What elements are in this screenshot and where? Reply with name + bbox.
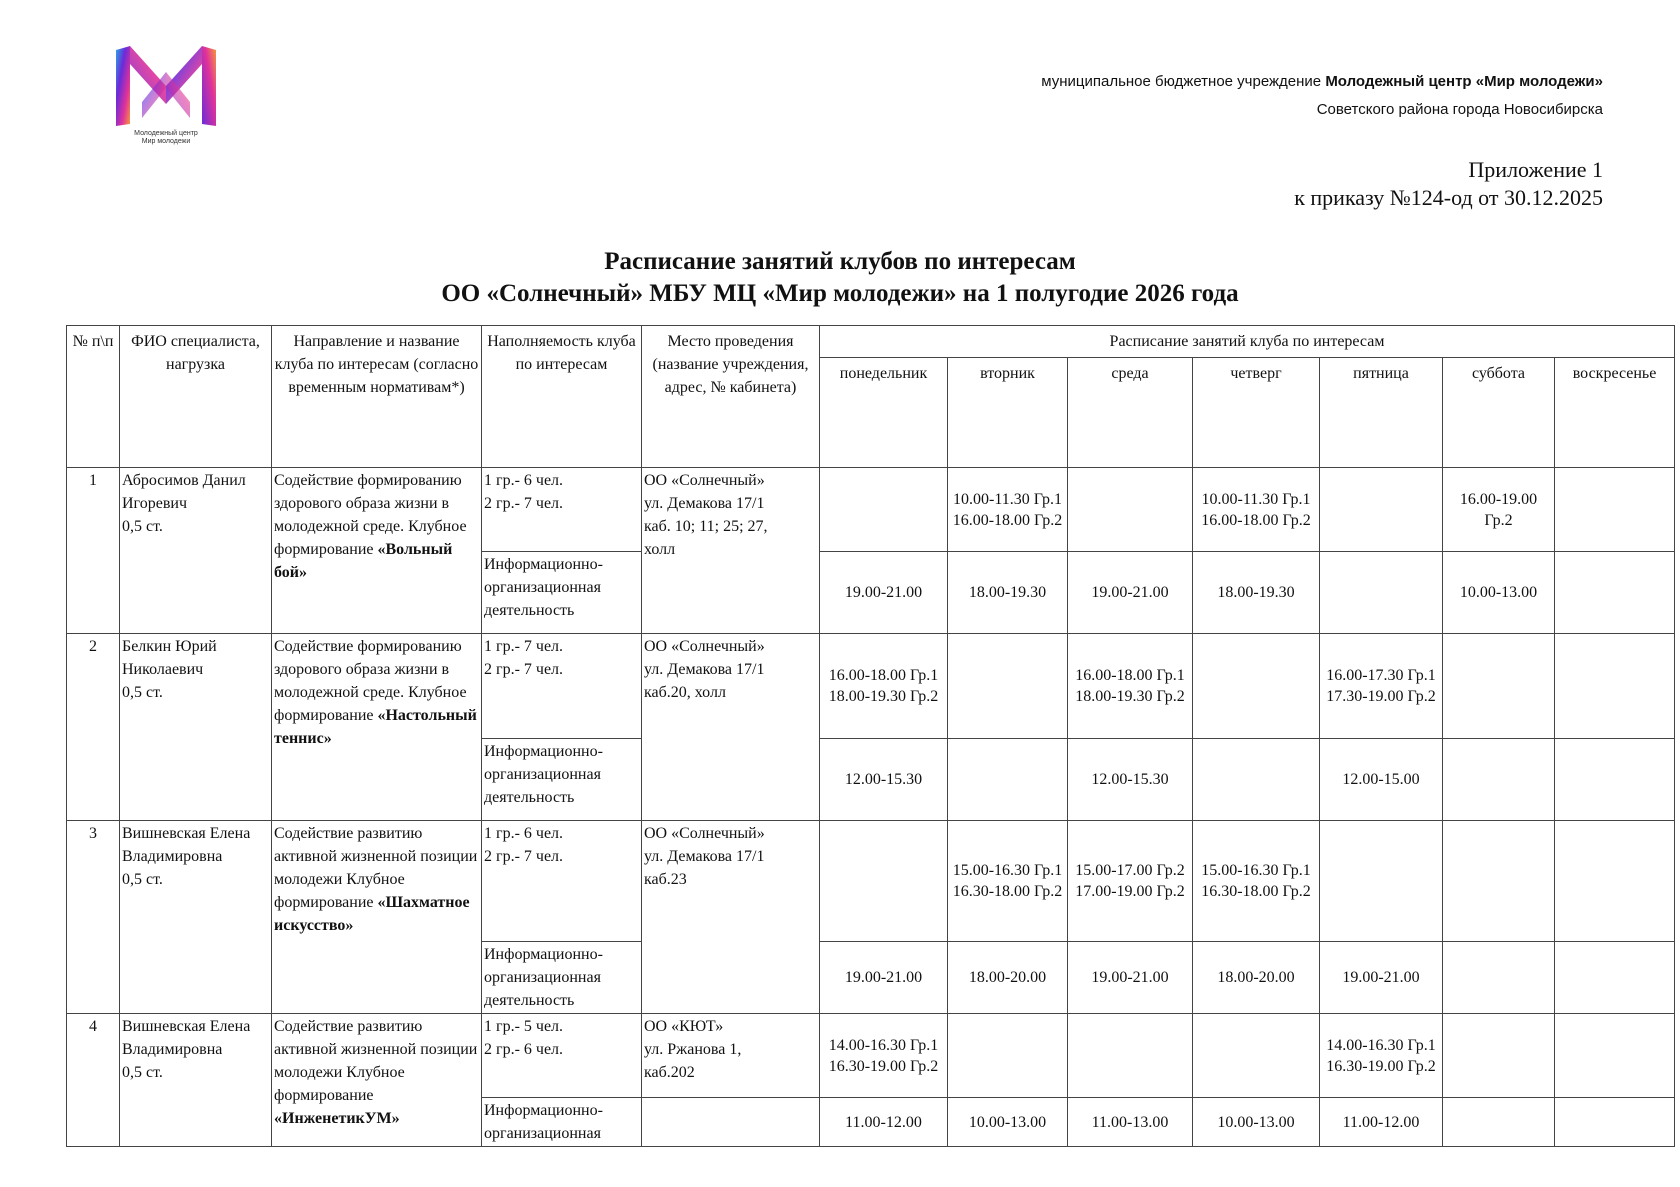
schedule-cell <box>948 634 1068 739</box>
capacity-line: 1 гр.- 5 чел. <box>484 1018 564 1035</box>
schedule-cell <box>1555 1014 1675 1098</box>
logo <box>112 42 220 152</box>
capacity-cell <box>482 634 642 739</box>
schedule-cell <box>1443 634 1555 739</box>
schedule-cell <box>948 1014 1068 1098</box>
schedule-cell <box>1443 821 1555 942</box>
specialist-line: 0,5 ст. <box>122 518 163 535</box>
info-schedule-cell <box>1320 552 1443 634</box>
place-line: ОО «КЮТ» <box>644 1018 724 1035</box>
schedule-cell <box>1193 1014 1320 1098</box>
title-line2: ОО «Солнечный» МБУ МЦ «Мир молодежи» на 1 полугодие 2026 года <box>441 280 1239 307</box>
info-schedule-cell: 19.00-21.00 <box>1068 942 1193 1014</box>
schedule-cell <box>820 468 948 552</box>
place-line: каб. 10; 11; 25; 27, <box>644 518 768 535</box>
specialist-cell <box>120 468 272 634</box>
org-prefix: муниципальное бюджетное учреждение <box>1041 73 1326 90</box>
header-num: № п\п <box>67 326 120 468</box>
schedule-cell: 16.00-18.00 Гр.1 18.00-19.30 Гр.2 <box>820 634 948 739</box>
specialist-line: Вишневская Елена <box>122 825 251 842</box>
specialist-line: Абросимов Данил <box>122 472 246 489</box>
club-name: «Шахматное искусство» <box>274 894 470 934</box>
info-schedule-cell <box>1555 942 1675 1014</box>
table-row <box>67 821 1675 942</box>
place-cell <box>642 634 820 821</box>
direction-cell <box>272 468 482 634</box>
header-schedule: Расписание занятий клуба по интересам <box>820 326 1675 358</box>
table-row <box>67 1014 1675 1098</box>
schedule-cell <box>1068 1014 1193 1098</box>
capacity-cell <box>482 1014 642 1098</box>
info-schedule-cell: 12.00-15.30 <box>820 739 948 821</box>
place-line: ОО «Солнечный» <box>644 638 765 655</box>
capacity-line: 2 гр.- 7 чел. <box>484 495 564 512</box>
logo-caption: Молодежный центр Мир молодежи <box>134 130 198 145</box>
schedule-cell <box>1555 634 1675 739</box>
row-number: 1 <box>67 468 120 634</box>
header-day: суббота <box>1443 358 1555 468</box>
capacity-line: 1 гр.- 7 чел. <box>484 638 564 655</box>
place-line: каб.20, холл <box>644 684 726 701</box>
info-schedule-cell: 12.00-15.30 <box>1068 739 1193 821</box>
header-day: понедельник <box>820 358 948 468</box>
schedule-cell: 15.00-17.00 Гр.2 17.00-19.00 Гр.2 <box>1068 821 1193 942</box>
info-schedule-cell: 19.00-21.00 <box>820 552 948 634</box>
schedule-table <box>66 325 1675 1147</box>
org-name: Молодежный центр «Мир молодежи» <box>1325 73 1603 90</box>
header-capacity: Наполняемость клуба по интересам <box>482 326 642 468</box>
org-line2: Советского района города Новосибирска <box>1316 101 1603 118</box>
specialist-line: 0,5 ст. <box>122 684 163 701</box>
schedule-cell: 14.00-16.30 Гр.1 16.30-19.00 Гр.2 <box>820 1014 948 1098</box>
capacity-line: 1 гр.- 6 чел. <box>484 825 564 842</box>
capacity-line: 2 гр.- 6 чел. <box>484 1041 564 1058</box>
specialist-cell <box>120 634 272 821</box>
info-schedule-cell <box>1555 739 1675 821</box>
specialist-line: Владимировна <box>122 1041 223 1058</box>
organization-header <box>1041 68 1603 124</box>
info-schedule-cell: 18.00-20.00 <box>948 942 1068 1014</box>
appendix-note <box>1294 156 1603 212</box>
schedule-cell: 10.00-11.30 Гр.1 16.00-18.00 Гр.2 <box>948 468 1068 552</box>
table-row <box>67 468 1675 552</box>
specialist-line: Владимировна <box>122 848 223 865</box>
appendix-line2: к приказу №124-од от 30.12.2025 <box>1294 185 1603 210</box>
club-name: «Настольный теннис» <box>274 707 477 747</box>
club-name: «ИнженетикУМ» <box>274 1110 400 1127</box>
direction-text: Содействие развитию активной жизненной позиции молодежи Клубное формирование <box>274 825 478 911</box>
capacity-line: 1 гр.- 6 чел. <box>484 472 564 489</box>
schedule-cell <box>1555 821 1675 942</box>
info-schedule-cell <box>1193 739 1320 821</box>
info-schedule-cell <box>1443 942 1555 1014</box>
info-activity-cell: Информационно-организационная деятельность <box>482 942 642 1014</box>
schedule-cell <box>1193 634 1320 739</box>
logo-mark-icon <box>112 42 220 130</box>
header-day: воскресенье <box>1555 358 1675 468</box>
place-cell-empty <box>642 1098 820 1147</box>
direction-text: Содействие формированию здорового образа жизни в молодежной среде. Клубное формирование <box>274 472 467 558</box>
schedule-cell: 15.00-16.30 Гр.1 16.30-18.00 Гр.2 <box>1193 821 1320 942</box>
header-direction: Направление и название клуба по интересам (согласно временным нормативам*) <box>272 326 482 468</box>
row-number: 2 <box>67 634 120 821</box>
capacity-cell <box>482 821 642 942</box>
info-schedule-cell: 18.00-20.00 <box>1193 942 1320 1014</box>
info-schedule-cell: 10.00-13.00 <box>1443 552 1555 634</box>
appendix-line1: Приложение 1 <box>1468 157 1603 182</box>
specialist-line: 0,5 ст. <box>122 871 163 888</box>
info-schedule-cell: 10.00-13.00 <box>1193 1098 1320 1147</box>
place-cell <box>642 468 820 634</box>
place-line: каб.23 <box>644 871 687 888</box>
info-schedule-cell: 11.00-13.00 <box>1068 1098 1193 1147</box>
info-schedule-cell <box>948 739 1068 821</box>
row-number: 4 <box>67 1014 120 1147</box>
info-schedule-cell: 19.00-21.00 <box>1320 942 1443 1014</box>
schedule-cell <box>1443 1014 1555 1098</box>
info-schedule-cell: 19.00-21.00 <box>1068 552 1193 634</box>
info-schedule-cell: 11.00-12.00 <box>1320 1098 1443 1147</box>
place-line: каб.202 <box>644 1064 695 1081</box>
place-line: ОО «Солнечный» <box>644 825 765 842</box>
direction-text: Содействие развитию активной жизненной позиции молодежи Клубное формирование <box>274 1018 478 1104</box>
direction-cell <box>272 821 482 1014</box>
club-name: «Вольный бой» <box>274 541 453 581</box>
capacity-cell <box>482 468 642 552</box>
specialist-line: Игоревич <box>122 495 187 512</box>
header-day: среда <box>1068 358 1193 468</box>
schedule-cell: 15.00-16.30 Гр.1 16.30-18.00 Гр.2 <box>948 821 1068 942</box>
direction-cell <box>272 634 482 821</box>
specialist-cell <box>120 821 272 1014</box>
header-day: вторник <box>948 358 1068 468</box>
capacity-line: 2 гр.- 7 чел. <box>484 661 564 678</box>
schedule-cell: 14.00-16.30 Гр.1 16.30-19.00 Гр.2 <box>1320 1014 1443 1098</box>
place-line: холл <box>644 541 676 558</box>
capacity-line: 2 гр.- 7 чел. <box>484 848 564 865</box>
specialist-line: Белкин Юрий <box>122 638 217 655</box>
info-schedule-cell <box>1555 1098 1675 1147</box>
specialist-line: 0,5 ст. <box>122 1064 163 1081</box>
schedule-cell: 16.00-18.00 Гр.1 18.00-19.30 Гр.2 <box>1068 634 1193 739</box>
place-line: ул. Демакова 17/1 <box>644 661 765 678</box>
header-day: четверг <box>1193 358 1320 468</box>
info-activity-cell: Информационно-организационная <box>482 1098 642 1147</box>
specialist-cell <box>120 1014 272 1147</box>
title-line1: Расписание занятий клубов по интересам <box>604 248 1076 275</box>
info-schedule-cell: 11.00-12.00 <box>820 1098 948 1147</box>
schedule-cell <box>1555 468 1675 552</box>
info-activity-cell: Информационно-организационная деятельность <box>482 739 642 821</box>
place-line: ул. Демакова 17/1 <box>644 495 765 512</box>
specialist-line: Николаевич <box>122 661 204 678</box>
info-schedule-cell <box>1443 739 1555 821</box>
place-cell <box>642 821 820 1014</box>
schedule-cell: 16.00-17.30 Гр.1 17.30-19.00 Гр.2 <box>1320 634 1443 739</box>
direction-cell <box>272 1014 482 1147</box>
schedule-cell <box>1068 468 1193 552</box>
place-cell <box>642 1014 820 1098</box>
info-activity-cell: Информационно-организационная деятельность <box>482 552 642 634</box>
info-schedule-cell: 12.00-15.00 <box>1320 739 1443 821</box>
place-line: ул. Ржанова 1, <box>644 1041 742 1058</box>
header-place: Место проведения (название учреждения, адрес, № кабинета) <box>642 326 820 468</box>
table-row <box>67 634 1675 739</box>
info-schedule-cell: 18.00-19.30 <box>948 552 1068 634</box>
info-schedule-cell: 10.00-13.00 <box>948 1098 1068 1147</box>
info-schedule-cell: 18.00-19.30 <box>1193 552 1320 634</box>
place-line: ОО «Солнечный» <box>644 472 765 489</box>
specialist-line: Вишневская Елена <box>122 1018 251 1035</box>
place-line: ул. Демакова 17/1 <box>644 848 765 865</box>
schedule-cell: 10.00-11.30 Гр.1 16.00-18.00 Гр.2 <box>1193 468 1320 552</box>
header-day: пятница <box>1320 358 1443 468</box>
page-title <box>0 246 1680 310</box>
info-schedule-cell: 19.00-21.00 <box>820 942 948 1014</box>
info-schedule-cell <box>1555 552 1675 634</box>
row-number: 3 <box>67 821 120 1014</box>
schedule-cell <box>1320 468 1443 552</box>
schedule-cell <box>820 821 948 942</box>
direction-text: Содействие формированию здорового образа жизни в молодежной среде. Клубное формирование <box>274 638 467 724</box>
info-schedule-cell <box>1443 1098 1555 1147</box>
schedule-cell: 16.00-19.00 Гр.2 <box>1443 468 1555 552</box>
schedule-cell <box>1320 821 1443 942</box>
header-fio: ФИО специалиста, нагрузка <box>120 326 272 468</box>
